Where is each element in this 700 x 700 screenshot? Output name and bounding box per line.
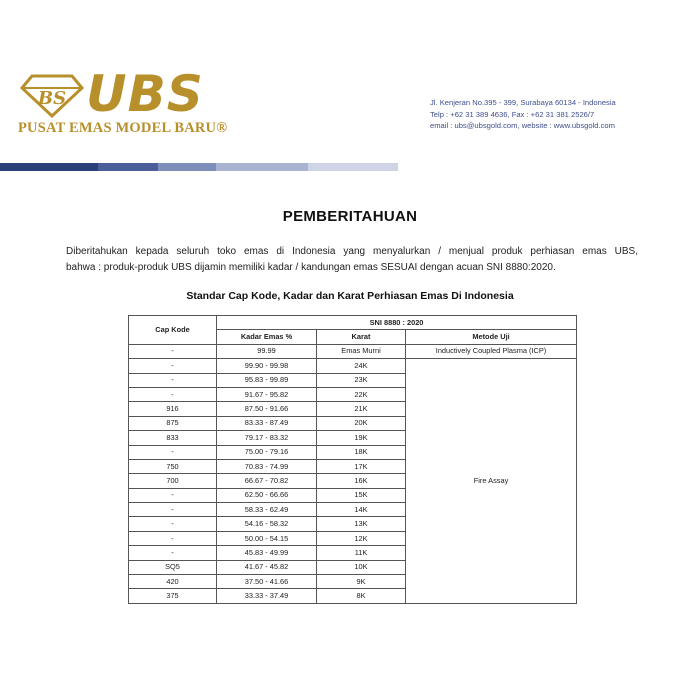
kadar-cell: 58.33 - 62.49 <box>217 503 317 517</box>
contact-info <box>430 97 616 132</box>
karat-cell: 20K <box>317 416 406 430</box>
kadar-cell: 70.83 - 74.99 <box>217 459 317 473</box>
intro-line-1: Diberitahukan kepada seluruh toko emas di Indonesia yang menyalurkan / menjual produk perhiasan emas UBS, <box>66 246 638 257</box>
intro-line-2: bahwa : produk-produk UBS dijamin memiliki kadar / kandungan emas SESUAI dengan acuan SNI 8880:2020. <box>66 262 556 273</box>
cap-cell: 420 <box>129 575 217 589</box>
logo-subtitle: PUSAT EMAS MODEL BARU® <box>18 120 228 136</box>
kadar-cell: 75.00 - 79.16 <box>217 445 317 459</box>
diamond-logo-icon <box>20 74 84 118</box>
logo-text: UBS <box>86 65 204 123</box>
karat-cell: Emas Murni <box>317 344 406 358</box>
kadar-cell: 99.90 - 99.98 <box>217 359 317 373</box>
header-sni: SNI 8880 : 2020 <box>217 316 577 330</box>
cap-cell: 875 <box>129 416 217 430</box>
intro-paragraph <box>66 244 638 276</box>
cap-cell: - <box>129 373 217 387</box>
table-row <box>129 344 577 358</box>
karat-cell: 24K <box>317 359 406 373</box>
cap-cell: 916 <box>129 402 217 416</box>
cap-cell: 833 <box>129 431 217 445</box>
kadar-cell: 37.50 - 41.66 <box>217 575 317 589</box>
kadar-cell: 33.33 - 37.49 <box>217 589 317 603</box>
cap-cell: - <box>129 445 217 459</box>
cap-cell: - <box>129 546 217 560</box>
standard-table <box>128 315 577 604</box>
metode-cell: Inductively Coupled Plasma (ICP) <box>406 344 577 358</box>
kadar-cell: 83.33 - 87.49 <box>217 416 317 430</box>
header-cap-kode: Cap Kode <box>129 316 217 345</box>
contact-line: Jl. Kenjeran No.395 - 399, Surabaya 60134 - Indonesia <box>430 98 616 107</box>
karat-cell: 17K <box>317 459 406 473</box>
kadar-cell: 91.67 - 95.82 <box>217 387 317 401</box>
stripe-segment <box>0 163 98 171</box>
logo-mark-letters: BS <box>37 88 67 109</box>
kadar-cell: 62.50 - 66.66 <box>217 488 317 502</box>
kadar-cell: 50.00 - 54.15 <box>217 531 317 545</box>
cap-cell: 700 <box>129 474 217 488</box>
header-karat: Karat <box>317 330 406 344</box>
karat-cell: 10K <box>317 560 406 574</box>
header-stripe <box>0 163 398 171</box>
karat-cell: 12K <box>317 531 406 545</box>
stripe-segment <box>98 163 158 171</box>
kadar-cell: 41.67 - 45.82 <box>217 560 317 574</box>
kadar-cell: 45.83 - 49.99 <box>217 546 317 560</box>
stripe-segment <box>158 163 216 171</box>
karat-cell: 8K <box>317 589 406 603</box>
stripe-segment <box>216 163 308 171</box>
karat-cell: 22K <box>317 387 406 401</box>
karat-cell: 11K <box>317 546 406 560</box>
cap-cell: - <box>129 387 217 401</box>
karat-cell: 15K <box>317 488 406 502</box>
header-kadar: Kadar Emas % <box>217 330 317 344</box>
karat-cell: 19K <box>317 431 406 445</box>
header-metode: Metode Uji <box>406 330 577 344</box>
cap-cell: - <box>129 488 217 502</box>
karat-cell: 23K <box>317 373 406 387</box>
contact-line: Telp : +62 31 389 4636, Fax : +62 31 381 2526/7 <box>430 109 595 119</box>
cap-cell: - <box>129 359 217 373</box>
cap-cell: - <box>129 344 217 358</box>
table-title: Standar Cap Kode, Kadar dan Karat Perhiasan Emas Di Indonesia <box>186 290 514 302</box>
ubs-logo <box>18 65 248 142</box>
cap-cell: SQ5 <box>129 560 217 574</box>
cap-cell: - <box>129 531 217 545</box>
cap-cell: - <box>129 503 217 517</box>
karat-cell: 21K <box>317 402 406 416</box>
table-row <box>129 359 577 373</box>
cap-cell: 375 <box>129 589 217 603</box>
karat-cell: 16K <box>317 474 406 488</box>
kadar-cell: 99.99 <box>217 344 317 358</box>
contact-line: email : ubs@ubsgold.com, website : www.ubsgold.com <box>430 121 615 130</box>
fire-assay-cell: Fire Assay <box>406 359 577 604</box>
kadar-cell: 79.17 - 83.32 <box>217 431 317 445</box>
karat-cell: 9K <box>317 575 406 589</box>
logo-top <box>18 65 248 123</box>
kadar-cell: 95.83 - 99.89 <box>217 373 317 387</box>
kadar-cell: 66.67 - 70.82 <box>217 474 317 488</box>
stripe-segment <box>308 163 398 171</box>
page-title: PEMBERITAHUAN <box>282 208 418 225</box>
karat-cell: 14K <box>317 503 406 517</box>
cap-cell: - <box>129 517 217 531</box>
cap-cell: 750 <box>129 459 217 473</box>
kadar-cell: 87.50 - 91.66 <box>217 402 317 416</box>
karat-cell: 13K <box>317 517 406 531</box>
karat-cell: 18K <box>317 445 406 459</box>
kadar-cell: 54.16 - 58.32 <box>217 517 317 531</box>
